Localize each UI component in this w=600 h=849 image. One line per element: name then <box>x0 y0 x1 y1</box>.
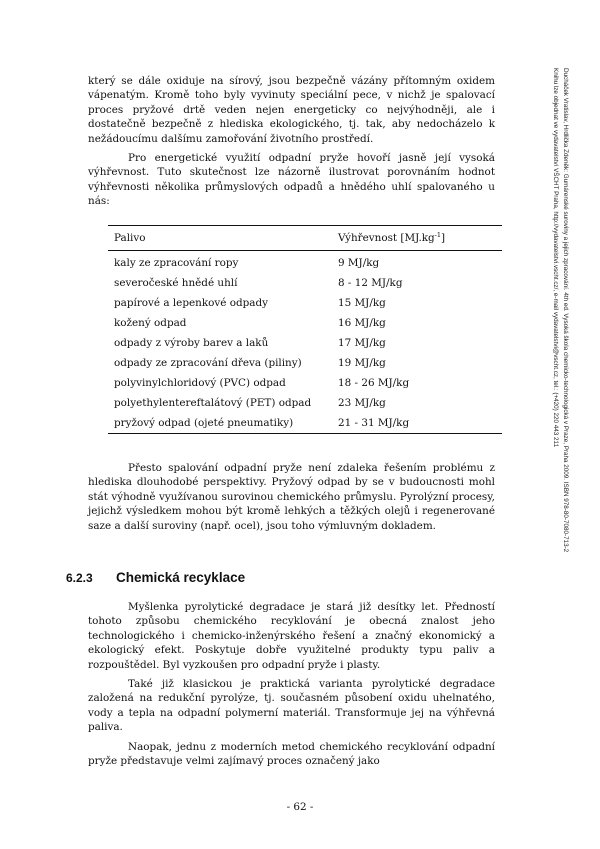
paragraph-text: Naopak, jednu z moderních metod chemického recyklování odpadní pryže představuje velmi zajímavý proces označený jako <box>88 741 495 768</box>
header-bracket: ] <box>441 232 446 244</box>
paragraph-text: Myšlenka pyrolytické degradace je stará již desítky let. Předností tohoto způsobu chemického recyklování je obecná znalost jeho technologického i chemicko-inženýrského řešení a značný ekonomický a ekologický efekt. Poskytuje dobře využitelné produkty typu paliv a rozpouštědel. Byl vyzkoušen pro odpadní pryže i plasty. <box>88 601 495 671</box>
table-row <box>108 357 502 371</box>
table-row <box>108 257 502 271</box>
header-fuel: Palivo <box>114 232 146 244</box>
paragraph-pyrolysis-outlook <box>88 461 495 533</box>
value-cell: 23 MJ/kg <box>338 397 386 409</box>
table-row <box>108 417 502 431</box>
table-header-row <box>108 232 502 246</box>
table-row <box>108 317 502 331</box>
page-number: - 62 - <box>286 801 314 813</box>
value-cell: 18 - 26 MJ/kg <box>338 377 410 389</box>
table-row <box>108 397 502 411</box>
paragraph-text: který se dále oxiduje na sírový, jsou bezpečně vázány přítomným oxidem vápenatým. Kromě toho byly vyvinuty speciální pece, v nichž je spalovací proces pryžové drtě veden nejen energeticky co nejvýhodněji, ale i dostatečně bezpečně z hlediska ekologického, tj. tak, aby nedocházelo k nežádoucímu dalšímu zamořování životního prostředí. <box>88 75 495 145</box>
paragraph-text: Také již klasickou je praktická varianta pyrolytické degradace založená na redukční pyrolýze, tj. současném působení oxidu uhelnatého, vody a tepla na odpadní polymerní materiál. Transformuje jej na výhřevná paliva. <box>88 678 495 734</box>
table-row <box>108 337 502 351</box>
table-bottom-rule <box>108 433 502 434</box>
header-unit-exponent: -1 <box>434 231 442 239</box>
value-cell: 19 MJ/kg <box>338 357 386 369</box>
section-number: 6.2.3 <box>66 571 93 585</box>
paragraph-reductive-pyrolysis <box>88 677 495 735</box>
paragraph-oxidation <box>88 74 495 146</box>
table-row <box>108 277 502 291</box>
section-heading <box>66 570 245 585</box>
paragraph-heating-value <box>88 151 495 209</box>
fuel-cell: odpady ze zpracování dřeva (piliny) <box>114 357 302 369</box>
paragraph-modern-methods <box>88 740 495 769</box>
table-top-rule <box>108 225 502 226</box>
table-header-rule <box>108 250 502 251</box>
citation-sidebar <box>548 68 570 568</box>
fuel-cell: kožený odpad <box>114 317 187 329</box>
value-cell: 15 MJ/kg <box>338 297 386 309</box>
paragraph-text: Pro energetické využití odpadní pryže hovoří jasně její vysoká výhřevnost. Tuto skutečnost lze názorně ilustrovat porovnáním hodnot výhřevnosti několika průmyslových odpadů a hnědého uhlí spalovaného u nás: <box>88 152 495 208</box>
order-info-line: Knihu lze objednat ve vydavatelství VŠCHT Praha, http://vydavatelstvi.vscht.cz/, e-mail vydavatelstvi@vscht.cz, tel.: (+420) 220 443 211 <box>552 68 559 448</box>
paragraph-pyrolytic-degradation <box>88 600 495 672</box>
fuel-cell: pryžový odpad (ojeté pneumatiky) <box>114 417 294 429</box>
table-row <box>108 297 502 311</box>
section-title: Chemická recyklace <box>116 570 246 585</box>
fuel-cell: odpady z výroby barev a laků <box>114 337 269 349</box>
value-cell: 9 MJ/kg <box>338 257 380 269</box>
fuel-cell: polyethylentereftalátový (PET) odpad <box>114 397 312 409</box>
value-cell: 21 - 31 MJ/kg <box>338 417 410 429</box>
value-cell: 17 MJ/kg <box>338 337 386 349</box>
value-cell: 8 - 12 MJ/kg <box>338 277 403 289</box>
header-heating-value <box>338 232 445 244</box>
paragraph-text: Přesto spalování odpadní pryže není zdaleka řešením problému z hlediska dlouhodobé perspektivy. Pryžový odpad by se v budoucnosti mohl stát výhodně využívanou surovinou chemického průmyslu. Pyrolýzní procesy, jejichž výsledkem mohou být kromě lehkých a těžkých olejů i regenerované saze a další suroviny (např. ocel), jsou toho výmluvným dokladem. <box>88 462 495 532</box>
table-row <box>108 377 502 391</box>
fuel-cell: papírové a lepenkové odpady <box>114 297 268 309</box>
value-cell: 16 MJ/kg <box>338 317 386 329</box>
fuel-cell: polyvinylchloridový (PVC) odpad <box>114 377 286 389</box>
header-heating-value-text: Výhřevnost [MJ.kg <box>338 232 435 244</box>
fuel-cell: kaly ze zpracování ropy <box>114 257 239 269</box>
fuel-cell: severočeské hnědé uhlí <box>114 277 238 289</box>
citation-line: Ducháček Vratislav, Hrdlička Zdeněk: Gumárenské suroviny a jejich zpracování. 4th ed. Vysoká škola chemicko-technologická v Praze, Praha 2009. ISBN 978-80-7080-713-2 <box>562 68 569 553</box>
